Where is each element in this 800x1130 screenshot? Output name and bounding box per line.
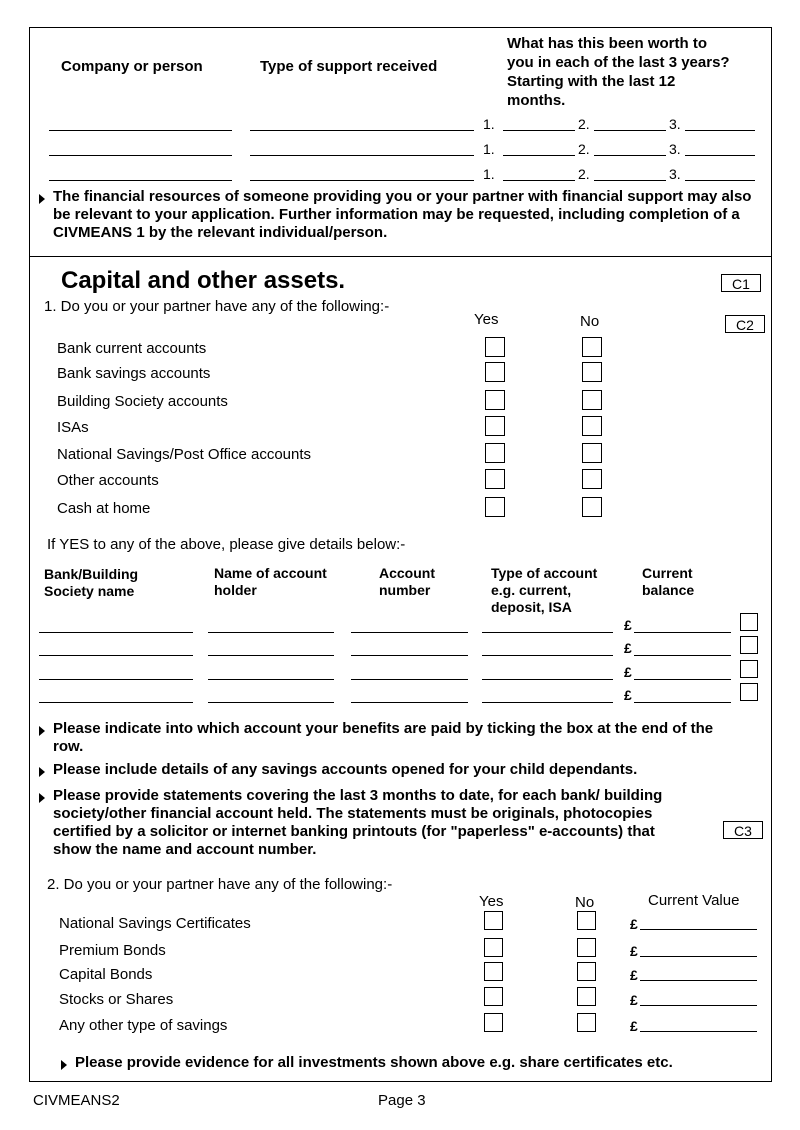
benefit-account-checkbox[interactable] [740,636,758,654]
support-type-input[interactable] [250,155,474,156]
currency-symbol: £ [630,1018,638,1034]
note-statements: Please provide statements covering the last 3 months to date, for each bank/ building society/other financial account held. The statements must be originals, photocopies certified by a solicitor or internet banking printouts (for "paperless" e-accounts) that show the name and account number. [39,787,694,859]
account-type-label: Other accounts [57,472,159,489]
no-checkbox[interactable] [577,938,596,957]
account-type-input[interactable] [482,632,613,633]
year-label: 2. [578,166,590,182]
year-label: 1. [483,166,495,182]
company-input[interactable] [49,180,232,181]
account-type-label: Bank current accounts [57,340,207,357]
bank-name-input[interactable] [39,632,193,633]
support-type-input[interactable] [250,180,474,181]
account-type-label: ISAs [57,419,89,436]
yes-checkbox[interactable] [484,987,503,1006]
year-label: 2. [578,116,590,132]
account-type-input[interactable] [482,655,613,656]
no-checkbox[interactable] [577,1013,596,1032]
account-type-input[interactable] [482,679,613,680]
triangle-bullet-icon [39,793,45,803]
account-number-input[interactable] [351,632,468,633]
current-value-header: Current Value [648,892,740,909]
currency-symbol: £ [624,687,632,703]
no-checkbox[interactable] [577,911,596,930]
year-amount-input[interactable] [594,130,666,131]
year-label: 3. [669,166,681,182]
q2-no-header: No [575,894,595,911]
year-label: 2. [578,141,590,157]
yes-checkbox[interactable] [485,337,505,357]
no-checkbox[interactable] [582,469,602,489]
company-input[interactable] [49,130,232,131]
account-type-label: National Savings/Post Office accounts [57,446,312,463]
year-amount-input[interactable] [685,180,755,181]
account-holder-input[interactable] [208,679,334,680]
balance-input[interactable] [634,655,731,656]
section-divider [29,256,772,257]
currency-symbol: £ [630,916,638,932]
currency-symbol: £ [624,640,632,656]
bank-name-input[interactable] [39,655,193,656]
year-label: 3. [669,116,681,132]
currency-symbol: £ [624,617,632,633]
balance-input[interactable] [634,702,731,703]
yes-checkbox[interactable] [485,469,505,489]
support-note: The financial resources of someone providing you or your partner with financial support may also be relevant to your application. Further information may be requested, including completion of a CIVMEANS 1 by the relevant individual/person. [39,188,759,242]
col-type-header: Type of support received [260,58,438,75]
col-company-header: Company or person [61,58,203,75]
q1-yes-header: Yes [474,311,499,328]
investment-type-label: Any other type of savings [59,1017,228,1034]
no-checkbox[interactable] [582,416,602,436]
investment-type-label: Premium Bonds [59,942,166,959]
yes-checkbox[interactable] [485,497,505,517]
question-1: 1. Do you or your partner have any of the following:- [44,298,390,315]
year-amount-input[interactable] [685,155,755,156]
year-amount-input[interactable] [503,180,575,181]
code-c1: C1 [721,274,761,292]
footer-form-code: CIVMEANS2 [33,1092,120,1109]
account-number-input[interactable] [351,655,468,656]
account-type-input[interactable] [482,702,613,703]
th-bank: Bank/Building Society name [44,566,139,599]
year-amount-input[interactable] [685,130,755,131]
code-c2: C2 [725,315,765,333]
note-child-savings: Please include details of any savings accounts opened for your child dependants. [39,761,739,779]
footer-page-number: Page 3 [378,1092,426,1109]
q2-yes-header: Yes [479,893,504,910]
currency-symbol: £ [630,943,638,959]
current-value-input[interactable] [640,956,757,957]
year-amount-input[interactable] [503,155,575,156]
if-yes-instruction: If YES to any of the above, please give details below:- [47,536,406,553]
code-c3: C3 [723,821,763,839]
no-checkbox[interactable] [582,390,602,410]
th-holder: Name of account holder [214,565,327,598]
company-input[interactable] [49,155,232,156]
yes-checkbox[interactable] [484,1013,503,1032]
currency-symbol: £ [630,992,638,1008]
triangle-bullet-icon [39,767,45,777]
account-type-label: Cash at home [57,500,151,517]
evidence-note: Please provide evidence for all investments shown above e.g. share certificates etc. [61,1054,761,1072]
no-checkbox[interactable] [582,337,602,357]
no-checkbox[interactable] [582,443,602,463]
currency-symbol: £ [624,664,632,680]
year-label: 3. [669,141,681,157]
yes-checkbox[interactable] [485,416,505,436]
current-value-input[interactable] [640,1005,757,1006]
year-label: 1. [483,116,495,132]
account-number-input[interactable] [351,702,468,703]
yes-checkbox[interactable] [484,962,503,981]
no-checkbox[interactable] [582,362,602,382]
yes-checkbox[interactable] [485,362,505,382]
bank-name-input[interactable] [39,679,193,680]
th-balance: Current balance [642,565,695,598]
col-worth-header: What has this been worth to you in each of the last 3 years? Starting with the last 12 months. [507,35,730,109]
yes-checkbox[interactable] [484,938,503,957]
balance-input[interactable] [634,679,731,680]
account-holder-input[interactable] [208,632,334,633]
account-holder-input[interactable] [208,655,334,656]
triangle-bullet-icon [61,1060,67,1070]
account-holder-input[interactable] [208,702,334,703]
benefit-account-checkbox[interactable] [740,660,758,678]
benefit-account-checkbox[interactable] [740,613,758,631]
bank-name-input[interactable] [39,702,193,703]
year-label: 1. [483,141,495,157]
triangle-bullet-icon [39,726,45,736]
yes-checkbox[interactable] [485,443,505,463]
current-value-input[interactable] [640,929,757,930]
capital-heading: Capital and other assets. [61,267,346,294]
current-value-input[interactable] [640,980,757,981]
investment-type-label: National Savings Certificates [59,915,251,932]
triangle-bullet-icon [39,194,45,204]
th-type: Type of account e.g. current, deposit, ISA [491,565,598,615]
investment-type-label: Capital Bonds [59,966,153,983]
balance-input[interactable] [634,632,731,633]
account-type-label: Building Society accounts [57,393,228,410]
support-type-input[interactable] [250,130,474,131]
account-type-label: Bank savings accounts [57,365,211,382]
yes-checkbox[interactable] [485,390,505,410]
q1-no-header: No [580,313,600,330]
investment-type-label: Stocks or Shares [59,991,174,1008]
benefit-account-checkbox[interactable] [740,683,758,701]
year-amount-input[interactable] [503,130,575,131]
yes-checkbox[interactable] [484,911,503,930]
no-checkbox[interactable] [577,987,596,1006]
th-number: Account number [379,565,435,598]
question-2: 2. Do you or your partner have any of the following:- [47,876,393,893]
no-checkbox[interactable] [577,962,596,981]
year-amount-input[interactable] [594,155,666,156]
current-value-input[interactable] [640,1031,757,1032]
no-checkbox[interactable] [582,497,602,517]
year-amount-input[interactable] [594,180,666,181]
currency-symbol: £ [630,967,638,983]
account-number-input[interactable] [351,679,468,680]
note-benefits: Please indicate into which account your benefits are paid by ticking the box at the end of the row. [39,720,739,756]
